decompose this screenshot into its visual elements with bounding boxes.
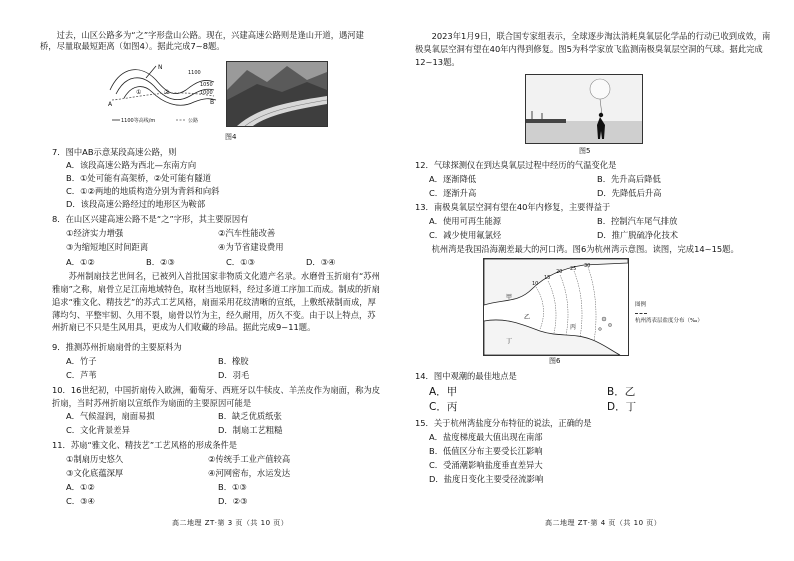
figure-5-balloon-photo [525, 74, 643, 144]
q10-option-d[interactable]: D．制扇工艺粗糙 [218, 425, 283, 435]
point-a-label: A [108, 101, 113, 108]
figure-4-contour-map [106, 60, 220, 128]
q15-option-b[interactable]: B．低值区分布主要受长江影响 [429, 446, 543, 456]
q10-option-a[interactable]: A．气候湿润，扇面易损 [66, 411, 155, 421]
q7-option-b[interactable]: B．①处可能有高架桥，②处可能有隧道 [66, 173, 212, 183]
right-page [397, 0, 794, 561]
q11-option-c[interactable]: C．③④ [66, 496, 95, 506]
q12-option-d[interactable]: D．先降低后升高 [597, 188, 662, 198]
q8-option-d[interactable]: D．③④ [306, 257, 336, 267]
q11-item-1: ①制扇历史悠久 [66, 454, 124, 464]
q13-option-c[interactable]: C．减少使用氟氯烃 [429, 230, 502, 240]
figure-4-highway-photo [226, 61, 328, 127]
figure-6-legend-text: 杭州湾表层盐度分布（‰） [635, 318, 703, 324]
legend-contour-text: 1100等高线/m [121, 118, 156, 124]
isoline-label-30: 30 [584, 263, 591, 269]
elev-1100: 1100 [188, 70, 201, 76]
q8-item-4: ④为节省建设费用 [218, 242, 284, 252]
q8-item-3: ③为缩短地区时间距离 [66, 242, 149, 252]
balloon-photo-svg [526, 75, 642, 143]
q8-item-2: ②汽车性能改善 [218, 228, 276, 238]
q11-option-d[interactable]: D．②③ [218, 496, 248, 506]
intro-paragraph-ozone: 2023年1月9日，联合国专家组表示，全球逐步淘汰消耗臭氧层化学品的行动已收到成效，南极臭氧层空洞有望在40年内得到修复。图5为科学家放飞监测南极臭氧层空洞的气球。据此完成12~13题。 [415, 31, 771, 67]
q12-option-c[interactable]: C．逐渐升高 [429, 188, 477, 198]
q15-option-c[interactable]: C．受涌潮影响盐度垂直差异大 [429, 460, 543, 470]
elev-1000: 1000 [200, 90, 213, 96]
figure-6-legend-swatch [635, 313, 647, 314]
intro-paragraph: 过去，山区公路多为“之”字形盘山公路。现在，兴建高速公路则是逢山开道，遇河建桥，尽量取最短距离（如图4）。据此完成7~8题。 [40, 30, 364, 52]
q11-item-2: ②传统手工业产值较高 [208, 454, 291, 464]
q9-option-c[interactable]: C．芦苇 [66, 370, 97, 380]
isoline-label-10: 10 [532, 281, 539, 287]
place-ding: 丁 [506, 338, 513, 345]
q12-option-a[interactable]: A．逐渐降低 [429, 174, 477, 184]
isoline-label-15: 15 [544, 275, 551, 281]
q11-stem: 11．苏扇“雅文化、精技艺”工艺风格的形成条件是 [52, 440, 238, 450]
q8-option-a[interactable]: A．①② [66, 257, 95, 267]
point-b-label: B [210, 99, 215, 106]
q10-option-c[interactable]: C．文化背景差异 [66, 425, 130, 435]
q11-item-4: ④河网密布，水运发达 [208, 468, 291, 478]
page-footer-left: 高二地理 ZT·第 3 页（共 10 页） [172, 519, 289, 527]
q7-option-c[interactable]: C．①②两地的地质构造分别为背斜和向斜 [66, 186, 220, 196]
contour-map-svg [106, 60, 220, 128]
q15-option-d[interactable]: D．盐度日变化主要受径流影响 [429, 474, 544, 484]
q7-option-a[interactable]: A．该段高速公路为西北—东南方向 [66, 160, 197, 170]
place-yi: 乙 [524, 314, 531, 321]
q7-option-d[interactable]: D．该段高速公路经过的地形区为鞍部 [66, 199, 206, 209]
q14-option-a[interactable]: A．甲 [429, 386, 458, 398]
q11-option-b[interactable]: B．①③ [218, 482, 247, 492]
q11-option-a[interactable]: A．①② [66, 482, 95, 492]
q13-option-a[interactable]: A．使用可再生能源 [429, 216, 502, 226]
figure-6-hangzhou-bay-map [483, 258, 629, 356]
point-2-label: ② [164, 89, 170, 96]
q7-stem: 7．图中AB示意某段高速公路，则 [52, 147, 177, 157]
figure-5-caption: 图5 [579, 147, 591, 155]
point-1-label: ① [136, 89, 142, 96]
q9-stem: 9．推测苏州折扇扇骨的主要原料为 [52, 342, 182, 352]
q14-option-b[interactable]: B．乙 [607, 386, 636, 398]
north-arrow [146, 66, 156, 78]
q9-option-b[interactable]: B．橡胶 [218, 356, 249, 366]
q12-option-b[interactable]: B．先升高后降低 [597, 174, 661, 184]
place-jia: 甲 [506, 294, 513, 301]
q9-option-a[interactable]: A．竹子 [66, 356, 97, 366]
highway-ab [112, 93, 214, 100]
q8-option-b[interactable]: B．②③ [146, 257, 175, 267]
north-label: N [158, 64, 163, 71]
q8-stem: 8．在山区兴建高速公路不是“之”字形，其主要原因有 [52, 214, 249, 224]
page-footer-right: 高二地理 ZT·第 4 页（共 10 页） [545, 519, 662, 527]
q15-option-a[interactable]: A．盐度梯度最大值出现在南部 [429, 432, 543, 442]
isoline-label-20: 20 [556, 269, 563, 275]
figure-4-caption: 图4 [225, 133, 237, 141]
q11-item-3: ③文化底蕴深厚 [66, 468, 124, 478]
figure-6-legend-title: 图例 [635, 302, 647, 308]
q15-stem: 15．关于杭州湾盐度分布特征的说法，正确的是 [415, 418, 592, 428]
q8-item-1: ①经济实力增强 [66, 228, 124, 238]
passage-hangzhou-bay: 杭州湾是我国沿海潮差最大的河口湾。图6为杭州湾示意图。读图，完成14~15题。 [431, 244, 739, 254]
bay-map-svg [484, 259, 628, 355]
q14-stem: 14．图中观潮的最佳地点是 [415, 371, 517, 381]
place-bing: 丙 [570, 324, 577, 331]
passage-fan-craft: 苏州制扇技艺世间名，已被列入首批国家非物质文化遗产名录。水磨骨玉折扇有“苏州雅扇”之称，扇骨立足江南地域特色，取材当地原料，经过多道工序加工而成。制成的折扇追求“雅文化、精技艺”的苏式工艺风格，扇面采用花纹清晰的宣纸，上敷纸裱制而成，厚薄均匀、平整牢韧、久用不裂，扇骨以竹为主，经久耐用，历久不变。由于以上特点，苏州折扇已不只是生风用具，更成为人们收藏的珍品。据此完成9~11题。 [52, 271, 380, 333]
q9-option-d[interactable]: D．羽毛 [218, 370, 250, 380]
q14-option-d[interactable]: D．丁 [607, 401, 637, 413]
q13-stem: 13．南极臭氧层空洞有望在40年内修复，主要得益于 [415, 202, 611, 212]
highway-photo-svg [227, 62, 327, 126]
q10-stem: 10．16世纪初，中国折扇传入欧洲，葡萄牙、西班牙以牛犊皮、羊羔皮作为扇面，称为皮折扇，当时苏州折扇以宣纸作为扇面的主要原因可能是 [52, 385, 381, 408]
figure-6-caption: 图6 [549, 357, 561, 365]
isoline-label-25: 25 [570, 266, 577, 272]
legend-road-text: 公路 [188, 118, 199, 124]
elev-1050: 1050 [200, 82, 213, 88]
q14-option-c[interactable]: C．丙 [429, 401, 458, 413]
q10-option-b[interactable]: B．缺乏优质纸张 [218, 411, 282, 421]
q8-option-c[interactable]: C．①③ [226, 257, 255, 267]
q12-stem: 12．气球探测仪在到达臭氧层过程中经历的气温变化是 [415, 160, 617, 170]
q13-option-b[interactable]: B．控制汽车尾气排放 [597, 216, 678, 226]
q13-option-d[interactable]: D．推广脱硫净化技术 [597, 230, 679, 240]
